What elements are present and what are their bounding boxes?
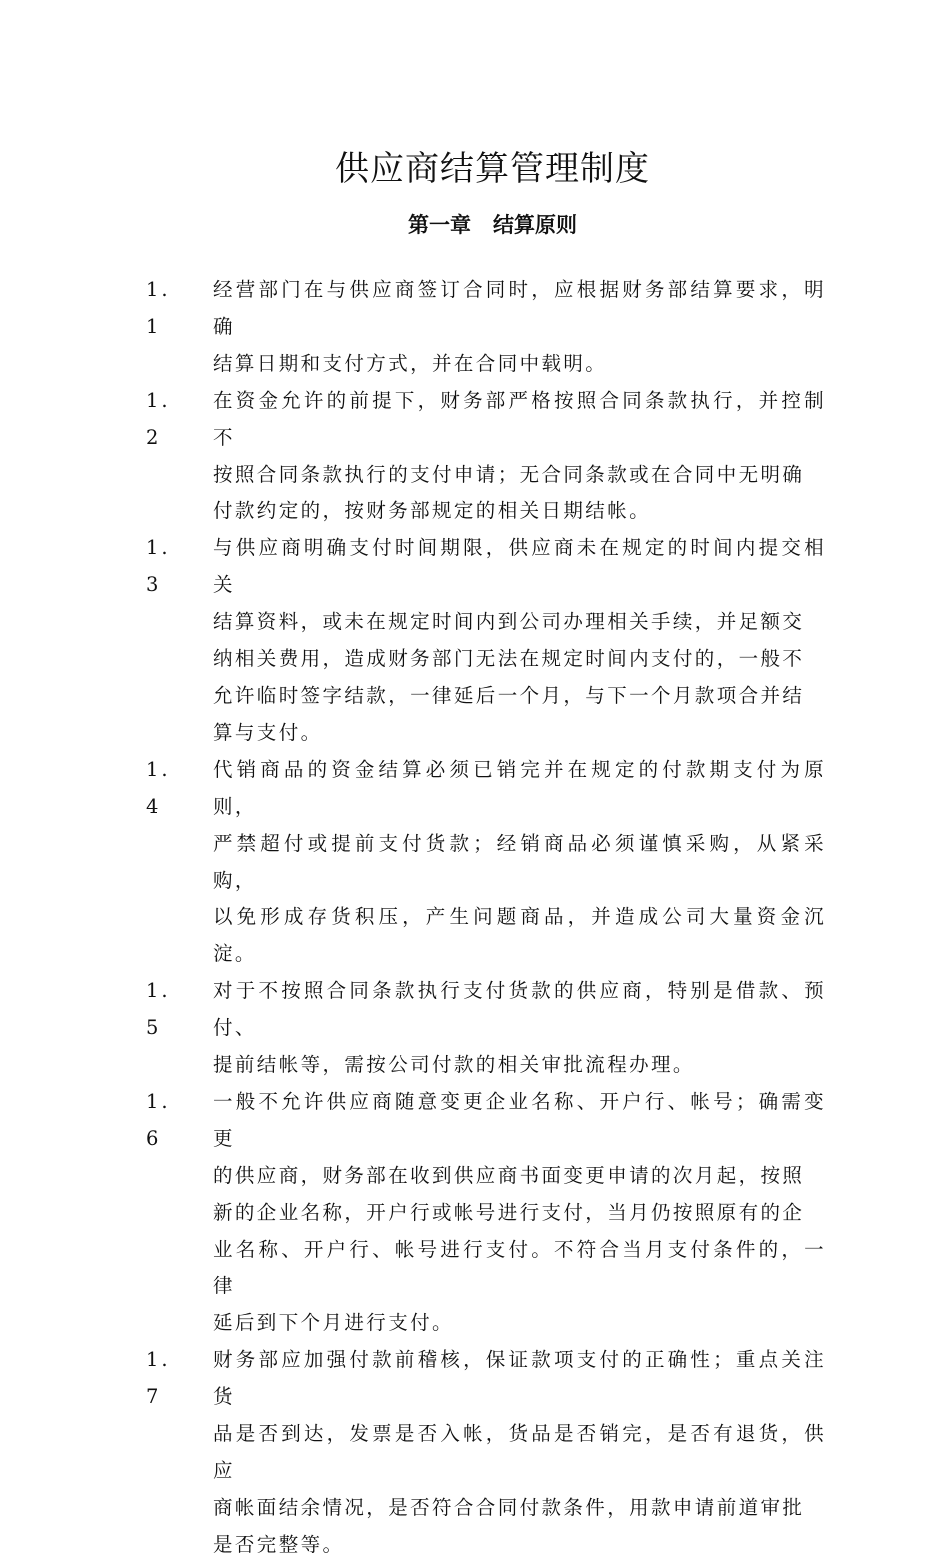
clause-number: 1. 3 xyxy=(146,536,171,597)
clause-item xyxy=(146,383,826,531)
clause-text-line: 以免形成存货积压，产生问题商品，并造成公司大量资金沉淀。 xyxy=(213,905,826,966)
clause-number: 1. 5 xyxy=(146,979,171,1040)
clause-text-line: 延后到下个月进行支付。 xyxy=(213,1311,454,1335)
clause-text-line: 对于不按照合同条款执行支付货款的供应商，特别是借款、预付、 xyxy=(213,979,826,1040)
clause-text-line: 纳相关费用，造成财务部门无法在规定时间内支付的，一般不 xyxy=(213,647,805,671)
clause-number: 1. 1 xyxy=(146,278,171,338)
clause-text-line: 新的企业名称，开户行或帐号进行支付，当月仍按照原有的企 xyxy=(213,1200,805,1224)
chapter-number: 第一章 xyxy=(408,213,471,237)
chapter-heading xyxy=(0,208,950,242)
clause-text-line: 严禁超付或提前支付货款；经销商品必须谨慎采购，从紧采购， xyxy=(213,831,826,892)
clause-text-line: 的供应商，财务部在收到供应商书面变更申请的次月起，按照 xyxy=(213,1163,805,1187)
clause-list xyxy=(146,272,826,1564)
clause-number: 1. 6 xyxy=(146,1089,171,1150)
clause-text-line: 一般不允许供应商随意变更企业名称、开户行、帐号；确需变更 xyxy=(213,1089,826,1150)
clause-text-line: 财务部应加强付款前稽核，保证款项支付的正确性；重点关注货 xyxy=(213,1348,826,1409)
clause-number: 1. 2 xyxy=(146,388,171,449)
clause-text-line: 结算日期和支付方式，并在合同中载明。 xyxy=(213,351,608,375)
clause-text-line: 付款约定的，按财务部规定的相关日期结帐。 xyxy=(213,499,652,523)
clause-text-line: 业名称、开户行、帐号进行支付。不符合当月支付条件的，一律 xyxy=(213,1237,826,1298)
clause-item xyxy=(146,973,826,1084)
document-title: 供应商结算管理制度 xyxy=(335,149,650,189)
clause-text-line: 提前结帐等，需按公司付款的相关审批流程办理。 xyxy=(213,1053,695,1077)
clause-text-line: 在资金允许的前提下，财务部严格按照合同条款执行，并控制不 xyxy=(213,388,826,449)
clause-item xyxy=(146,530,826,751)
clause-item xyxy=(146,272,826,383)
clause-text-line: 结算资料，或未在规定时间内到公司办理相关手续，并足额交 xyxy=(213,610,805,634)
clause-text-line: 与供应商明确支付时间期限，供应商未在规定的时间内提交相关 xyxy=(213,536,826,597)
clause-item xyxy=(146,752,826,973)
clause-text-line: 品是否到达，发票是否入帐，货品是否销完，是否有退货，供应 xyxy=(213,1422,826,1482)
clause-item xyxy=(146,1342,826,1563)
clause-text-line: 按照合同条款执行的支付申请；无合同条款或在合同中无明确 xyxy=(213,462,805,486)
chapter-title: 结算原则 xyxy=(493,213,577,237)
clause-number: 1. 4 xyxy=(146,757,171,818)
clause-text-line: 商帐面结余情况，是否符合合同付款条件，用款申请前道审批 xyxy=(213,1495,805,1519)
clause-text-line: 允许临时签字结款，一律延后一个月，与下一个月款项合并结 xyxy=(213,683,805,707)
clause-text-line: 经营部门在与供应商签订合同时，应根据财务部结算要求，明确 xyxy=(213,278,826,338)
clause-number: 1. 7 xyxy=(146,1348,171,1409)
clause-text-line: 算与支付。 xyxy=(213,720,323,744)
clause-item xyxy=(146,1084,826,1342)
clause-text-line: 是否完整等。 xyxy=(213,1532,345,1556)
clause-text-line: 代销商品的资金结算必须已销完并在规定的付款期支付为原则， xyxy=(213,757,826,818)
